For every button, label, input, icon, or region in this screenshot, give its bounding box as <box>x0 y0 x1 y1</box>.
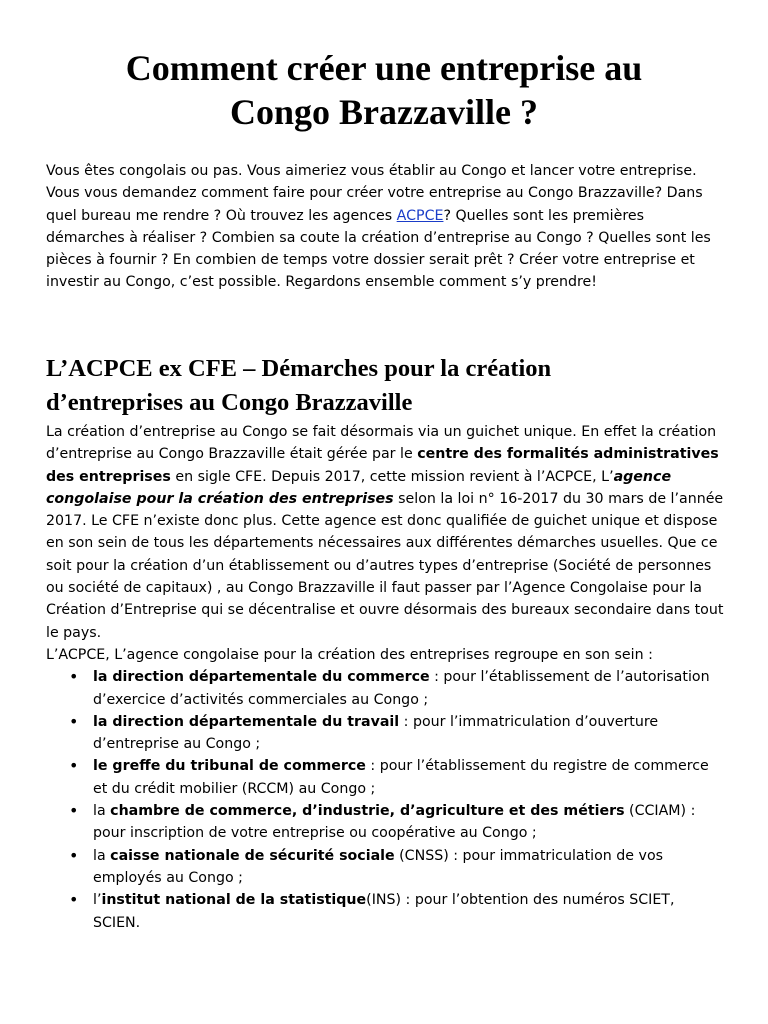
body-text: en sigle CFE. Depuis 2017, cette mission revient à l’ACPCE, L’ <box>170 468 614 485</box>
list-item-bold: le greffe du tribunal de commerce <box>93 758 366 775</box>
list-item <box>46 666 726 711</box>
list-item-text: : pour l’établissement du registre de commerce et du crédit mobilier (RCCM) au Congo ; <box>93 758 709 797</box>
departments-list <box>46 666 726 934</box>
list-item <box>46 800 726 845</box>
list-item-text: : pour l’immatriculation d’ouverture d’entreprise au Congo ; <box>93 713 659 753</box>
bold-term-cfe: centre des formalités administratives des entreprises <box>46 446 719 485</box>
section-body <box>46 421 726 934</box>
bold-italic-term-acpce: agence congolaise pour la création des entreprises <box>46 468 672 507</box>
list-item-bold: la direction départementale du travail <box>93 713 400 730</box>
body-text: selon la loi n° 16-2017 du 30 mars de l’année 2017. Le CFE n’existe donc plus. Cette agence est donc qualifiée de guichet unique et dispose en son sein de tous les départements nécessaires aux différentes démarches usuelles. Que ce soit pour la création d’un établissement ou d’autres types d’entreprise (Société de personnes ou société de capitaux) , au Congo Brazzaville il faut passer par l’Agence Congolaise pour la Création d’Entreprise qui se décentralise et ouvre désormais des bureaux secondaire dans tout le pays. <box>46 490 724 641</box>
list-item-bold: la direction départementale du commerce <box>93 669 430 686</box>
list-item-bold: caisse nationale de sécurité sociale <box>110 847 395 864</box>
title-line-1: Comment créer une entreprise au <box>125 48 643 88</box>
title-line-2: Congo Brazzaville ? <box>230 92 538 132</box>
section-heading-line-2: d’entreprises au Congo Brazzaville <box>46 389 413 416</box>
acpce-link[interactable]: ACPCE <box>396 207 444 224</box>
list-item <box>46 845 726 890</box>
intro-text-start: Vous êtes congolais ou pas. Vous aimeriez vous établir au Congo et lancer votre entreprise. Vous vous demandez comment faire pour créer votre entreprise au Congo Brazzaville? Dans quel bureau me rendre ? Où trouvez les agences <box>46 163 703 224</box>
body-text: La création d’entreprise au Congo se fait désormais via un guichet unique. En effet la création d’entreprise au Congo Brazzaville était gérée par le <box>46 424 717 463</box>
list-item-text: (CCIAM) : pour inscription de votre entreprise ou coopérative au Congo ; <box>93 803 696 842</box>
list-item-text: : pour l’établissement de l’autorisation d’exercice d’activités commerciales au Congo ; <box>93 669 710 708</box>
list-item-bold: chambre de commerce, d’industrie, d’agriculture et des métiers <box>110 803 625 820</box>
list-item <box>46 711 726 756</box>
list-item-bold: institut national de la statistique <box>101 892 367 909</box>
list-item <box>46 889 726 934</box>
body-paragraph-2: L’ACPCE, L’agence congolaise pour la création des entreprises regroupe en son sein : <box>46 646 653 663</box>
list-item <box>46 755 726 800</box>
section-heading <box>46 352 726 420</box>
page-title <box>40 46 728 134</box>
body-paragraph-1 <box>46 421 726 644</box>
list-item-prefix: l’ <box>93 892 102 909</box>
intro-paragraph <box>46 160 726 294</box>
list-item-prefix: la <box>93 847 111 864</box>
section-heading-line-1: L’ACPCE ex CFE – Démarches pour la création <box>46 355 552 382</box>
intro-text-end: ? Quelles sont les premières démarches à réaliser ? Combien sa coute la création d’entreprise au Congo ? Quelles sont les pièces à fournir ? En combien de temps votre dossier serait prêt ? Créer votre entreprise et investir au Congo, c’est possible. Regardons ensemble comment s’y prendre! <box>46 207 711 291</box>
list-item-text: (INS) : pour l’obtention des numéros SCIET, SCIEN. <box>93 892 675 931</box>
list-item-prefix: la <box>93 803 111 820</box>
list-item-text: (CNSS) : pour immatriculation de vos employés au Congo ; <box>93 847 664 886</box>
